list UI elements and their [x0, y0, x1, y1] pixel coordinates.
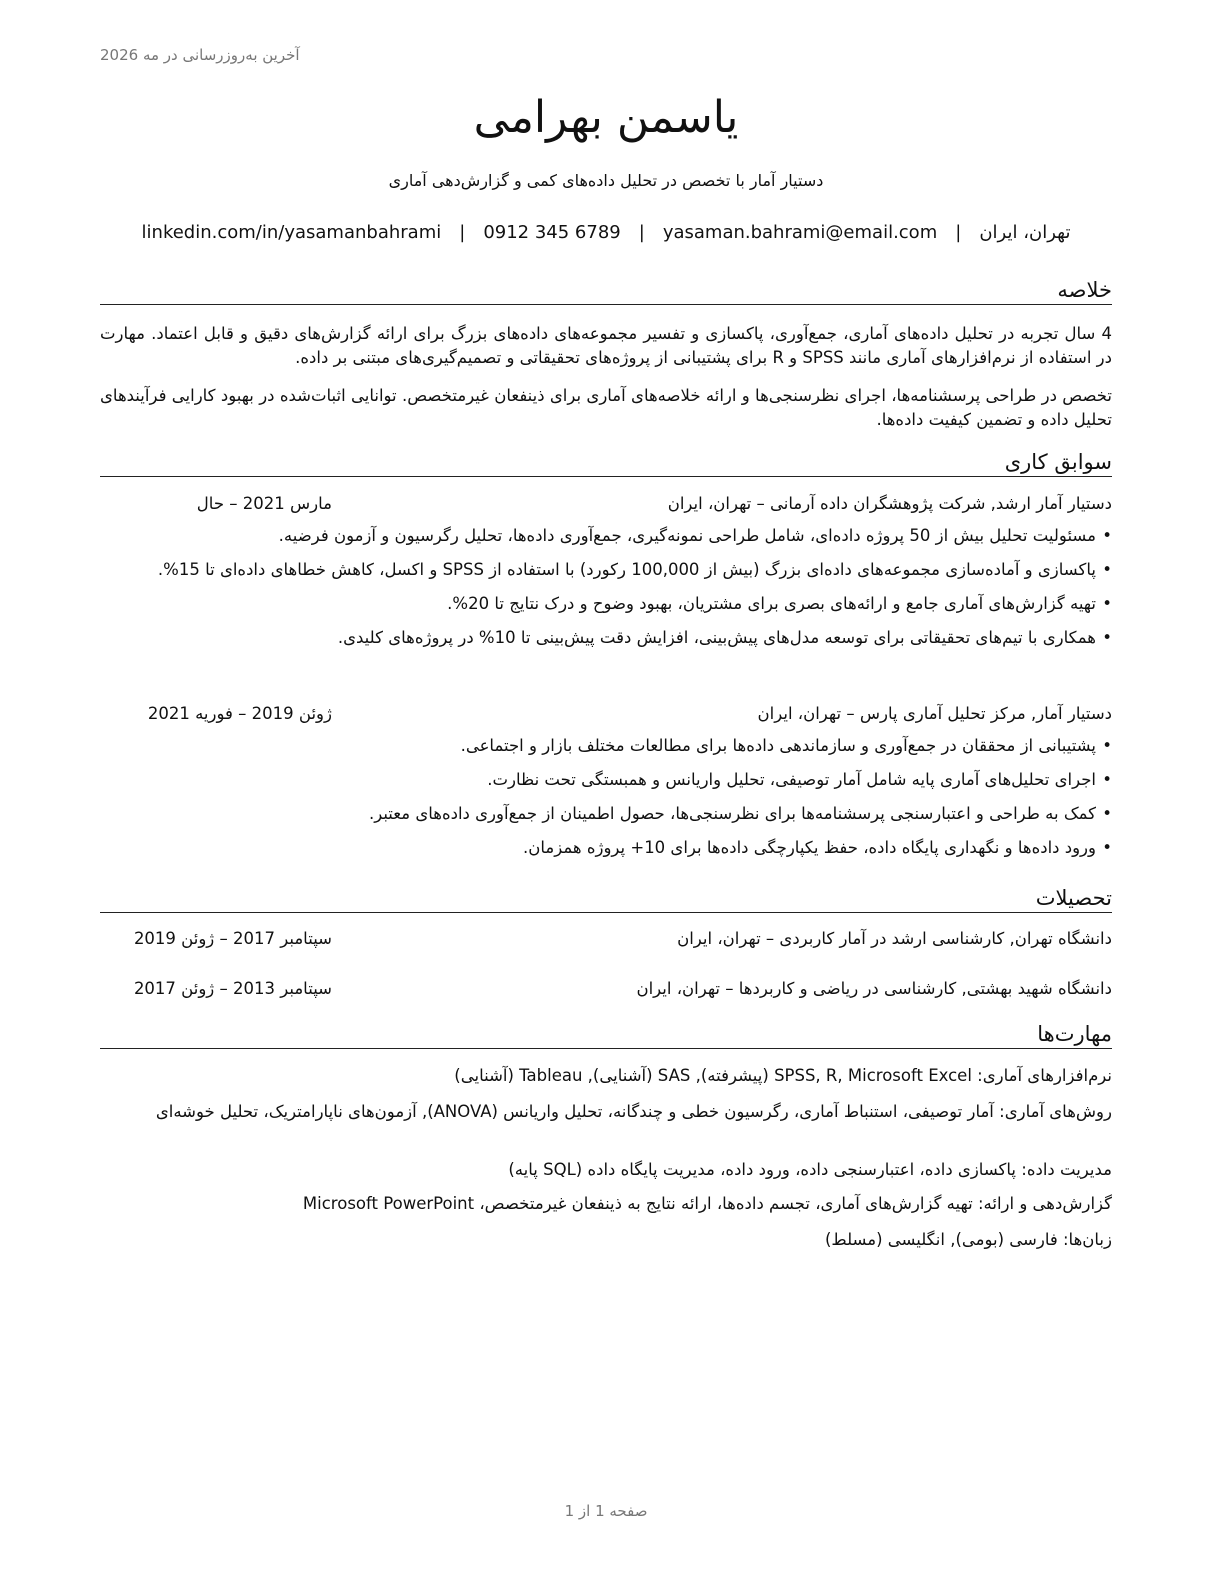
- bullet-text: اجرای تحلیل‌های آماری پایه شامل آمار توصیفی، تحلیل واریانس و همبستگی تحت نظارت.: [487, 770, 1096, 789]
- skill-line: مدیریت داده: پاکسازی داده، اعتبارسنجی داده، ورود داده، مدیریت پایگاه داده (SQL پایه): [508, 1160, 1112, 1179]
- education-entry: [100, 979, 1112, 1003]
- contact-email[interactable]: yasaman.bahrami@email.com: [662, 222, 938, 243]
- list-item: [100, 768, 1112, 792]
- education-entry: [100, 929, 1112, 953]
- bullet-text: کمک به طراحی و اعتبارسنجی پرسشنامه‌ها برای نظرسنجی‌ها، حصول اطمینان از جمع‌آوری داده‌های معتبر.: [368, 804, 1096, 823]
- last-updated-note: آخرین به‌روزرسانی در مه 2026: [100, 46, 300, 64]
- skill-line: نرم‌افزارهای آماری: SPSS, R, Microsoft Excel (پیشرفته), SAS (آشنایی), Tableau (آشنایی): [454, 1066, 1112, 1085]
- contact-linkedin[interactable]: linkedin.com/in/yasamanbahrami: [141, 222, 442, 243]
- skill-line: گزارش‌دهی و ارائه: تهیه گزارش‌های آماری، تجسم داده‌ها، ارائه نتایج به ذینفعان غیرمتخصص، Microsoft PowerPoint: [302, 1194, 1112, 1213]
- list-item: [100, 558, 1112, 582]
- job-dates: ژوئن 2019 – فوریه 2021: [147, 704, 332, 723]
- job-bullets: [100, 734, 1112, 870]
- list-item: [100, 802, 1112, 826]
- bullet-icon: •: [1102, 804, 1112, 823]
- list-item: [100, 836, 1112, 860]
- experience-heading: سوابق کاری: [100, 448, 1112, 477]
- page-number: صفحه 1 از 1: [564, 1502, 648, 1520]
- bullet-icon: •: [1102, 770, 1112, 789]
- list-item: [100, 592, 1112, 616]
- skills-heading: مهارت‌ها: [100, 1020, 1112, 1049]
- bullet-text: همکاری با تیم‌های تحقیقاتی برای توسعه مدل‌های پیش‌بینی، افزایش دقت پیش‌بینی تا 10% در پروژه‌های کلیدی.: [337, 628, 1096, 647]
- bullet-text: پشتیبانی از محققان در جمع‌آوری و سازماندهی داده‌ها برای مطالعات مختلف بازار و اجتماعی.: [460, 736, 1096, 755]
- candidate-tagline: دستیار آمار با تخصص در تحلیل داده‌های کمی و گزارش‌دهی آماری: [388, 171, 824, 190]
- bullet-text: ورود داده‌ها و نگهداری پایگاه داده، حفظ یکپارچگی داده‌ها برای 10+ پروژه همزمان.: [523, 838, 1096, 857]
- bullet-icon: •: [1102, 526, 1112, 545]
- job-header: [100, 704, 1112, 728]
- summary-paragraph: 4 سال تجربه در تحلیل داده‌های آماری، جمع‌آوری، پاکسازی و تفسیر مجموعه‌های داده‌های بزرگ برای ارائه گزارش‌های دقیق و قابل اعتماد. مهارت در استفاده از نرم‌افزارهای آماری مانند SPSS و R برای پشتیبانی از پروژه‌های تحقیقاتی و تصمیم‌گیری‌های مبتنی بر داده.: [100, 324, 1112, 367]
- education-title: دانشگاه شهید بهشتی, کارشناسی در ریاضی و کاربردها – تهران، ایران: [636, 979, 1112, 998]
- skill-line: زبان‌ها: فارسی (بومی), انگلیسی (مسلط): [824, 1230, 1112, 1249]
- job-title: دستیار آمار ارشد, شرکت پژوهشگران داده آرمانی – تهران، ایران: [667, 494, 1112, 513]
- bullet-text: مسئولیت تحلیل بیش از 50 پروژه داده‌ای، شامل طراحی نمونه‌گیری، جمع‌آوری داده‌ها، تحلیل رگرسیون و آزمون فرضیه.: [278, 526, 1096, 545]
- list-item: [100, 626, 1112, 650]
- contact-phone[interactable]: 0912 345 6789: [483, 222, 621, 243]
- job-bullets: [100, 524, 1112, 660]
- education-dates: سپتامبر 2013 – ژوئن 2017: [133, 979, 332, 998]
- education-dates: سپتامبر 2017 – ژوئن 2019: [133, 929, 332, 948]
- bullet-icon: •: [1102, 628, 1112, 647]
- bullet-icon: •: [1102, 838, 1112, 857]
- bullet-text: پاکسازی و آماده‌سازی مجموعه‌های داده‌ای بزرگ (بیش از 100,000 رکورد) با استفاده از SPSS و اکسل، کاهش خطاهای داده‌ای تا 15%.: [157, 560, 1096, 579]
- bullet-text: تهیه گزارش‌های آماری جامع و ارائه‌های بصری برای مشتریان، بهبود وضوح و درک نتایج تا 20%.: [447, 594, 1096, 613]
- contact-line: [100, 222, 1112, 243]
- skill-line: روش‌های آماری: آمار توصیفی، استنباط آماری، رگرسیون خطی و چندگانه، تحلیل واریانس (ANOVA), آزمون‌های ناپارامتریک، تحلیل خوشه‌ای: [155, 1102, 1112, 1121]
- contact-separator: |: [638, 222, 645, 243]
- contact-separator: |: [459, 222, 466, 243]
- summary-paragraph: تخصص در طراحی پرسشنامه‌ها، اجرای نظرسنجی‌ها و ارائه خلاصه‌های آماری برای ذینفعان غیرمتخصص. توانایی اثبات‌شده در بهبود کارایی فرآیندهای تحلیل داده و تضمین کیفیت داده‌ها.: [100, 386, 1112, 429]
- bullet-icon: •: [1102, 560, 1112, 579]
- candidate-name: یاسمن بهرامی: [473, 92, 739, 143]
- bullet-icon: •: [1102, 594, 1112, 613]
- list-item: [100, 734, 1112, 758]
- list-item: [100, 524, 1112, 548]
- contact-separator: |: [955, 222, 962, 243]
- contact-location: تهران، ایران: [979, 222, 1071, 243]
- job-dates: مارس 2021 – حال: [196, 494, 332, 513]
- resume-page: [100, 0, 1112, 1584]
- summary-heading: خلاصه: [100, 276, 1112, 305]
- bullet-icon: •: [1102, 736, 1112, 755]
- job-title: دستیار آمار, مرکز تحلیل آماری پارس – تهران، ایران: [757, 704, 1112, 723]
- job-header: [100, 494, 1112, 518]
- education-heading: تحصیلات: [100, 884, 1112, 913]
- education-title: دانشگاه تهران, کارشناسی ارشد در آمار کاربردی – تهران، ایران: [677, 929, 1112, 948]
